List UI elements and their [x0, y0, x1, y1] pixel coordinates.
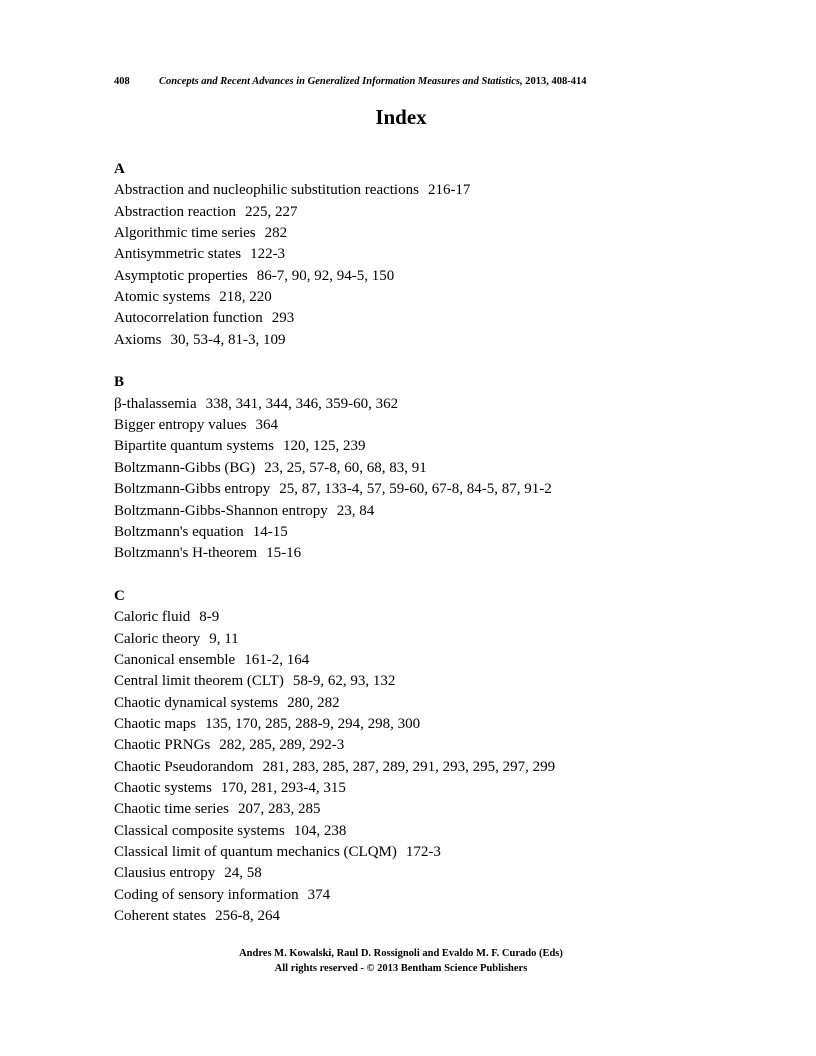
entry-pages: 364	[255, 417, 278, 434]
entry-pages: 172-3	[405, 844, 441, 860]
entry-term: Abstraction reaction	[114, 203, 237, 220]
index-entry	[114, 266, 555, 287]
entry-pages: 24, 58	[224, 865, 262, 882]
entry-term: Boltzmann's equation	[114, 523, 244, 540]
entry-term: Bipartite quantum systems	[114, 438, 274, 455]
footer-rights: All rights reserved - © 2013 Bentham Science Publishers	[274, 963, 528, 974]
index-entry	[114, 842, 555, 863]
index-entry	[114, 522, 555, 543]
entry-pages: 23, 84	[336, 502, 375, 519]
entry-pages: 281, 283, 285, 287, 289, 291, 293, 295, 297, 299	[262, 758, 556, 775]
page-number: 408	[114, 76, 130, 87]
entry-pages: 216-17	[427, 182, 471, 199]
index-entry	[114, 629, 555, 650]
entry-term: Autocorrelation function	[114, 310, 263, 327]
index-entry	[114, 180, 555, 201]
section-letter: A	[114, 161, 125, 177]
index-entry	[114, 479, 555, 500]
entry-term: Caloric fluid	[114, 609, 191, 626]
entry-pages: 135, 170, 285, 288-9, 294, 298, 300	[205, 715, 421, 732]
entry-pages: 374	[307, 886, 331, 903]
entry-pages: 58-9, 62, 93, 132	[292, 673, 396, 690]
index-entry	[114, 799, 555, 820]
index-entry	[114, 885, 555, 906]
index-entry	[114, 671, 555, 692]
entry-pages: 282, 285, 289, 292-3	[219, 737, 345, 754]
entry-term: Abstraction and nucleophilic substitution reactions	[114, 182, 419, 199]
entry-term: Boltzmann-Gibbs-Shannon entropy	[114, 502, 328, 519]
index-entry	[114, 501, 555, 522]
entry-term: Chaotic PRNGs	[114, 737, 211, 754]
index-entry	[114, 415, 555, 436]
entry-pages: 218, 220	[219, 289, 272, 306]
footer	[0, 946, 802, 976]
index-body	[114, 159, 555, 949]
index-entry	[114, 202, 555, 223]
entry-pages: 338, 341, 344, 346, 359-60, 362	[205, 395, 399, 412]
entry-pages: 120, 125, 239	[282, 438, 366, 455]
index-entry	[114, 778, 555, 799]
index-entry	[114, 650, 555, 671]
entry-term: Classical limit of quantum mechanics (CLQM)	[114, 844, 397, 860]
entry-term: Coding of sensory information	[114, 886, 299, 903]
index-entry	[114, 821, 555, 842]
book-title: Concepts and Recent Advances in Generalized Information Measures and Statistics,	[159, 76, 523, 87]
index-entry	[114, 714, 555, 735]
entry-term: Algorithmic time series	[114, 225, 256, 242]
index-section-c	[114, 586, 555, 928]
entry-term: Central limit theorem (CLT)	[114, 673, 284, 690]
entry-pages: 293	[271, 310, 295, 327]
index-entry	[114, 458, 555, 479]
entry-pages: 9, 11	[209, 630, 239, 647]
index-entry	[114, 436, 555, 457]
entry-term: Axioms	[114, 331, 162, 348]
index-entry	[114, 244, 555, 265]
index-entry	[114, 223, 555, 244]
entry-term: Clausius entropy	[114, 865, 216, 882]
entry-pages: 161-2, 164	[244, 651, 310, 668]
entry-pages: 282	[264, 225, 288, 242]
index-entry	[114, 394, 555, 415]
running-header	[114, 76, 587, 87]
entry-term: Antisymmetric states	[114, 246, 242, 263]
entry-term: Boltzmann's H-theorem	[114, 545, 258, 562]
entry-term: Asymptotic properties	[114, 267, 248, 284]
entry-pages: 25, 87, 133-4, 57, 59-60, 67-8, 84-5, 87, 91-2	[279, 481, 552, 498]
entry-term: Caloric theory	[114, 630, 201, 647]
entry-pages: 30, 53-4, 81-3, 109	[170, 331, 286, 348]
entry-term: Coherent states	[114, 908, 207, 925]
entry-pages: 225, 227	[245, 203, 298, 220]
index-section-b	[114, 372, 555, 564]
index-entry	[114, 287, 555, 308]
index-entry	[114, 863, 555, 884]
index-entry	[114, 693, 555, 714]
entry-pages: 8-9	[199, 609, 220, 626]
entry-term: Bigger entropy values	[114, 417, 247, 434]
entry-pages: 23, 25, 57-8, 60, 68, 83, 91	[264, 459, 427, 476]
entry-pages: 170, 281, 293-4, 315	[220, 779, 346, 796]
entry-term: Chaotic maps	[114, 715, 197, 732]
index-entry	[114, 906, 555, 927]
entry-term: Chaotic Pseudorandom	[114, 758, 254, 775]
entry-pages: 280, 282	[287, 694, 340, 711]
footer-editors: Andres M. Kowalski, Raul D. Rossignoli and Evaldo M. F. Curado (Eds)	[239, 948, 563, 959]
page-title: Index	[375, 105, 427, 129]
index-entry	[114, 330, 555, 351]
entry-term: Boltzmann-Gibbs entropy	[114, 481, 271, 498]
entry-pages: 15-16	[266, 545, 302, 562]
index-entry	[114, 308, 555, 329]
entry-term: Chaotic dynamical systems	[114, 694, 279, 711]
index-entry	[114, 543, 555, 564]
index-entry	[114, 735, 555, 756]
entry-pages: 207, 283, 285	[237, 801, 321, 818]
index-section-a	[114, 159, 555, 351]
index-entry	[114, 607, 555, 628]
entry-term: β-thalassemia	[114, 395, 197, 412]
entry-term: Classical composite systems	[114, 822, 285, 839]
section-letter: C	[114, 587, 125, 604]
year-pages: 2013, 408-414	[522, 76, 587, 87]
entry-term: Chaotic time series	[114, 801, 229, 818]
entry-pages: 14-15	[252, 523, 288, 540]
entry-term: Atomic systems	[114, 289, 211, 306]
index-entry	[114, 757, 555, 778]
section-letter: B	[114, 374, 125, 391]
entry-term: Canonical ensemble	[114, 651, 236, 668]
entry-pages: 86-7, 90, 92, 94-5, 150	[256, 267, 395, 284]
entry-term: Boltzmann-Gibbs (BG)	[114, 459, 256, 476]
entry-pages: 104, 238	[293, 822, 347, 839]
entry-pages: 122-3	[250, 246, 286, 263]
entry-term: Chaotic systems	[114, 779, 212, 796]
entry-pages: 256-8, 264	[215, 908, 281, 925]
